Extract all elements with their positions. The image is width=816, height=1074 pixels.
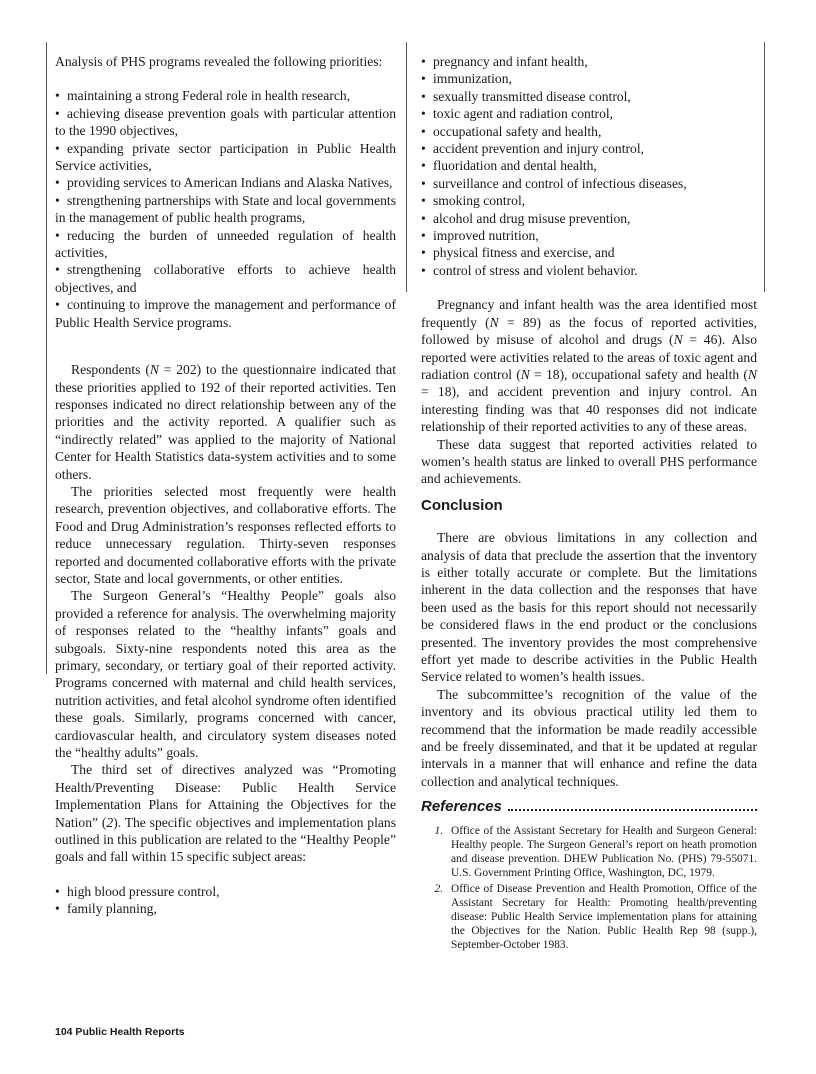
- priorities-selected-paragraph: The priorities selected most frequently were health research, prevention objectives, and collaborative efforts. The Food and Drug Administration’s responses reflected efforts to reduce unnecessary regulation. Thirty-seven responses reported and documented collaborative efforts with the private sector, State and local governments, or other entities.: [55, 483, 396, 586]
- third-directives-paragraph: The third set of directives analyzed was “Promoting Health/Preventing Disease: Public Health Service Implementation Plans for Attaining the Objectives for the Nation” (2). The specific objectives and implementation plans outlined in this publication are related to the “Healthy People” goals and fall within 15 specific subject areas:: [55, 762, 396, 865]
- conclusion-paragraph-2: The subcommittee’s recognition of the value of the inventory and its obvious practical utility led them to recommend that the information be made readily accessible and be freely disseminated, and that it be updated at regular intervals in a manner that will enhance and refine the data collection and analytical techniques.: [421, 686, 757, 789]
- left-column: [55, 53, 396, 918]
- list-item: • strengthening collaborative efforts to achieve health objectives, and: [55, 262, 396, 295]
- list-item: • improved nutrition,: [421, 228, 539, 244]
- list-item: • achieving disease prevention goals with particular attention to the 1990 objectives,: [55, 105, 396, 139]
- list-item: • smoking control,: [421, 193, 526, 209]
- priorities-intro: Analysis of PHS programs revealed the following priorities:: [55, 54, 383, 69]
- conclusion-paragraph-1: There are obvious limitations in any collection and analysis of data that preclude the assertion that the inventory is either totally accurate or complete. But the limitations inherent in the data collection and the responses that have been used as the basis for this report should not necessarily be considered flaws in the end product or the conclusions presented. The inventory provides the most comprehensive effort yet made to describe activities in the Public Health Service related to women’s health issues.: [421, 530, 757, 685]
- right-column-rule: [764, 42, 765, 292]
- subject-areas-list-left: [55, 883, 396, 918]
- references-title: References: [421, 798, 502, 816]
- list-item: • surveillance and control of infectious diseases,: [421, 175, 687, 191]
- healthy-people-paragraph: The Surgeon General’s “Healthy People” goals also provided a reference for analysis. The overwhelming majority of responses related to the “healthy infants” goals and subgoals. Sixty-nine respondents noted this area as the primary, secondary, or tertiary goal of their reported activity. Programs concerned with maternal and child health services, nutrition activities, and fetal alcohol syndrome often identified these goals. Similarly, programs concerned with cancer, cardiovascular health, and circulatory system diseases noted the “healthy adults” goals.: [55, 588, 396, 761]
- list-item: • pregnancy and infant health,: [421, 54, 588, 69]
- subject-areas-list-right: [421, 53, 757, 279]
- list-item: • expanding private sector participation in Public Health Service activities,: [55, 140, 396, 174]
- references-list: [421, 824, 757, 952]
- data-suggest-paragraph: These data suggest that reported activities related to women’s health status are linked to overall PHS performance and achievements.: [421, 436, 757, 487]
- list-item: • maintaining a strong Federal role in health research,: [55, 88, 351, 104]
- right-column: [421, 53, 757, 954]
- dotted-leader: [508, 799, 757, 811]
- list-item: • sexually transmitted disease control,: [421, 88, 631, 104]
- list-item: • occupational safety and health,: [421, 123, 602, 139]
- pregnancy-paragraph: Pregnancy and infant health was the area identified most frequently (N = 89) as the focus of reported activities, followed by misuse of alcohol and drugs (N = 46). Also reported were activities related to the areas of toxic agent and radiation control (N = 18), occupational safety and health (N = 18), and accident prevention and injury control. An interesting finding was that 40 responses did not indicate relationship of their reported activities to any of these areas.: [421, 297, 757, 435]
- list-item: • toxic agent and radiation control,: [421, 106, 614, 122]
- list-item: • fluoridation and dental health,: [421, 158, 597, 174]
- list-item: • immunization,: [421, 71, 512, 87]
- list-item: • reducing the burden of unneeded regulation of health activities,: [55, 227, 396, 261]
- reference-item: 1. Office of the Assistant Secretary for Health and Surgeon General: Healthy people. The Surgeon General’s report on heath promotion and disease prevention. DHEW Publication No. (PHS) 79-55071. U.S. Government Printing Office, Washington, DC, 1979.: [434, 824, 757, 879]
- list-item: • family planning,: [55, 901, 157, 917]
- list-item: • accident prevention and injury control,: [421, 141, 645, 157]
- references-heading: [421, 798, 757, 815]
- list-item: • alcohol and drug misuse prevention,: [421, 210, 631, 226]
- middle-column-rule: [406, 42, 407, 292]
- priorities-list: [55, 87, 396, 331]
- conclusion-heading: Conclusion: [421, 496, 503, 514]
- respondents-paragraph: Respondents (N = 202) to the questionnaire indicated that these priorities applied to 192 of their reported activities. Ten responses indicated no direct relationship between any of the priorities and the activity reported. A qualifier such as “indirectly related” was applied to the majority of National Center for Health Statistics data-system activities and to some others.: [55, 362, 396, 482]
- list-item: • high blood pressure control,: [55, 883, 220, 899]
- left-column-rule: [46, 42, 47, 674]
- list-item: • continuing to improve the management and performance of Public Health Service programs.: [55, 297, 396, 330]
- reference-item: 2. Office of Disease Prevention and Health Promotion, Office of the Assistant Secretary for Health: Promoting health/preventing disease: Public Health Service implementation plans for attaining the Objectives for the Nation. Public Health Rep 98 (supp.), September-October 1983.: [434, 882, 757, 951]
- list-item: • control of stress and violent behavior.: [421, 262, 638, 278]
- page-footer: 104 Public Health Reports: [55, 1026, 185, 1038]
- list-item: • providing services to American Indians and Alaska Natives,: [55, 175, 393, 191]
- list-item: • physical fitness and exercise, and: [421, 245, 615, 261]
- list-item: • strengthening partnerships with State and local governments in the management of public health programs,: [55, 192, 396, 226]
